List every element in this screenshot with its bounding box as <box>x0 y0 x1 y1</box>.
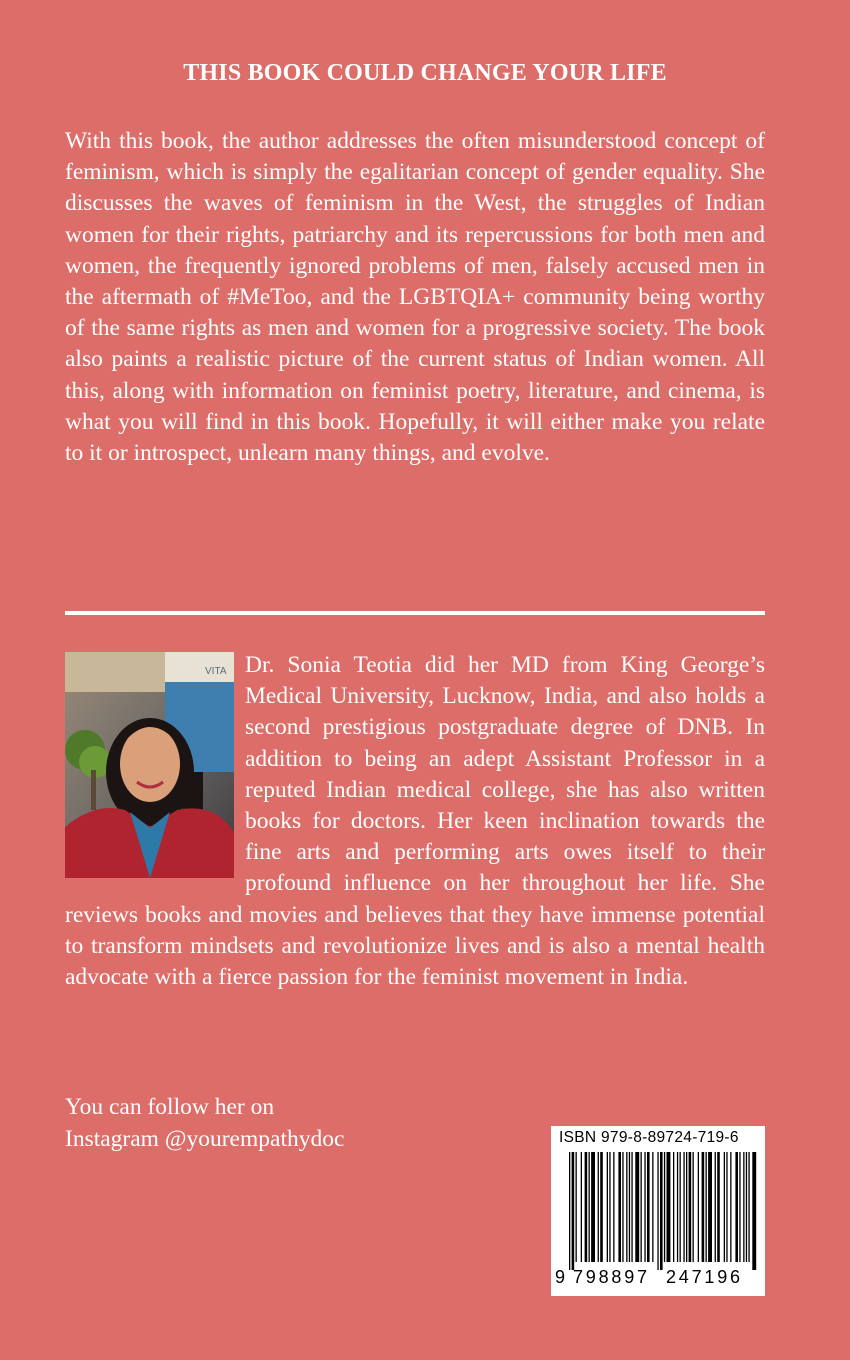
barcode-bar <box>609 1152 610 1262</box>
barcode-bar <box>622 1152 623 1262</box>
barcode-bar <box>726 1152 727 1262</box>
barcode-bar <box>664 1152 665 1262</box>
barcode-bar <box>677 1152 678 1262</box>
barcode-digits-right: 247196 <box>666 1267 743 1287</box>
barcode-bar <box>631 1152 632 1262</box>
barcode-bar <box>752 1152 756 1270</box>
barcode-bar <box>680 1152 681 1262</box>
barcode-bars <box>551 1152 765 1270</box>
barcode-bar <box>693 1152 694 1262</box>
author-section <box>65 650 765 993</box>
follow-line-1: You can follow her on <box>65 1094 275 1120</box>
author-bio: Dr. Sonia Teotia did her MD from King George’s Medical University, Lucknow, India, and also holds a second prestigious postgraduate degree of DNB. In addition to being an adept Assistant Professor in a reputed Indian medical college, she has also written books for doctors. Her keen inclination towards the fine arts and performing arts owes itself to their profound influence on her throughout her life. She reviews books and movies and believes that they have immense potential to transform mindsets and revolutionize lives and is also a mental health advocate with a fierce passion for the feminist movement in India. <box>65 652 765 991</box>
barcode-bar <box>683 1152 684 1262</box>
barcode-bar <box>635 1152 639 1262</box>
barcode-bar <box>591 1152 595 1262</box>
isbn-barcode <box>551 1126 765 1296</box>
barcode-bar <box>730 1152 731 1262</box>
author-photo-icon <box>65 652 234 878</box>
follow-info <box>65 1092 485 1155</box>
barcode-bar <box>652 1152 653 1262</box>
barcode-bar <box>743 1152 744 1262</box>
barcode-bar <box>748 1152 749 1262</box>
barcode-bar <box>673 1152 674 1262</box>
barcode-bar <box>644 1152 645 1262</box>
barcode-bar <box>613 1152 614 1262</box>
instagram-handle: Instagram @yourempathydoc <box>65 1125 345 1152</box>
barcode-digit-first: 9 <box>555 1267 566 1287</box>
barcode-bar <box>739 1152 740 1262</box>
barcode-bar <box>641 1152 642 1262</box>
barcode-bar <box>746 1152 747 1262</box>
barcode-bar <box>724 1152 725 1262</box>
barcode-bar <box>698 1152 699 1262</box>
barcode-bar <box>735 1152 738 1262</box>
barcode-bar <box>618 1152 621 1262</box>
barcode-bar <box>589 1152 590 1262</box>
isbn-label: ISBN 979-8-89724-719-6 <box>559 1129 739 1146</box>
section-divider <box>65 611 765 615</box>
barcode-bar <box>689 1152 692 1262</box>
barcode-bar <box>585 1152 588 1262</box>
barcode-bar <box>647 1152 650 1262</box>
barcode-bar <box>717 1152 720 1262</box>
book-blurb: With this book, the author addresses the often misunderstood concept of feminism, which is simply the egalitarian concept of gender equality. She discusses the waves of feminism in the West, the struggles of Indian women for their rights, patriarchy and its repercussions for both men and women, the frequently ignored problems of men, falsely accused men in the aftermath of #MeToo, and the LGBTQIA+ community being worthy of the same rights as men and women for a progressive society. The book also paints a realistic picture of the current status of Indian women. All this, along with information on feminist poetry, literature, and cinema, is what you will find in this book. Hopefully, it will either make you relate to it or introspect, unlearn many things, and evolve. <box>65 128 765 467</box>
barcode-bar <box>576 1152 577 1262</box>
barcode-bar <box>626 1152 627 1262</box>
barcode-bar <box>572 1152 575 1270</box>
barcode-bar <box>660 1152 663 1270</box>
barcode-bar <box>667 1152 671 1262</box>
barcode-bar <box>598 1152 599 1262</box>
barcode-bar <box>702 1152 705 1262</box>
author-photo <box>65 652 234 878</box>
barcode-bar <box>600 1152 603 1262</box>
barcode-digits-left: 798897 <box>573 1267 650 1287</box>
barcode-bar <box>581 1152 582 1262</box>
photo-sign-text: VITA <box>205 666 227 677</box>
barcode-bar <box>708 1152 712 1262</box>
barcode-bar <box>715 1152 716 1262</box>
barcode-bar <box>629 1152 630 1262</box>
barcode-bar <box>607 1152 608 1262</box>
barcode-bar <box>569 1152 570 1270</box>
cover-heading: THIS BOOK COULD CHANGE YOUR LIFE <box>183 60 667 86</box>
barcode-bar <box>706 1152 707 1262</box>
barcode-bar <box>657 1152 658 1270</box>
barcode-bar <box>686 1152 687 1262</box>
